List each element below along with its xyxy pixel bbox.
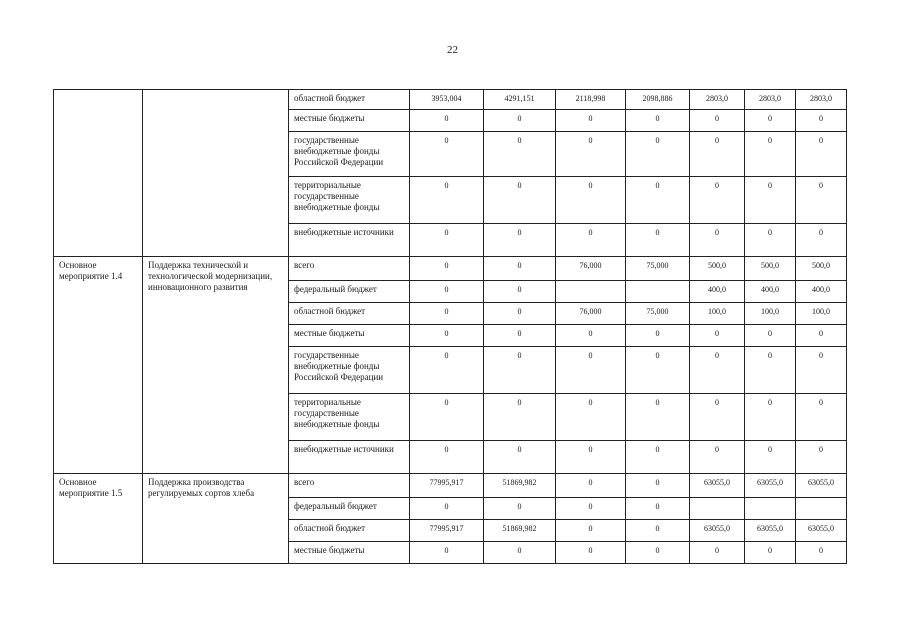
amount-cell: 0 [410,303,484,325]
amount-cell: 0 [626,474,690,498]
amount-cell: 0 [690,394,745,441]
amount-cell: 0 [484,177,556,224]
page-number: 22 [447,44,458,56]
amount-cell: 0 [745,325,796,347]
amount-cell: 0 [690,110,745,132]
amount-cell: 0 [484,394,556,441]
amount-cell: 0 [745,110,796,132]
amount-cell: 3953,004 [410,90,484,110]
funding-source-cell: государственные внебюджетные фонды Российской Федерации [289,347,410,394]
amount-cell [556,281,626,303]
amount-cell: 500,0 [796,257,847,281]
amount-cell: 0 [484,132,556,177]
amount-cell: 100,0 [690,303,745,325]
amount-cell: 0 [484,257,556,281]
funding-source-cell: государственные внебюджетные фонды Российской Федерации [289,132,410,177]
funding-source-cell: местные бюджеты [289,325,410,347]
amount-cell: 0 [745,132,796,177]
amount-cell: 0 [556,224,626,257]
amount-cell: 0 [410,257,484,281]
amount-cell: 0 [556,177,626,224]
amount-cell: 100,0 [745,303,796,325]
amount-cell: 77995,917 [410,520,484,542]
amount-cell: 0 [484,281,556,303]
amount-cell: 0 [796,542,847,564]
amount-cell: 0 [626,132,690,177]
budget-table-body [54,90,847,564]
amount-cell: 400,0 [796,281,847,303]
amount-cell: 63055,0 [690,474,745,498]
funding-source-cell: федеральный бюджет [289,498,410,520]
budget-table [53,89,847,564]
event-name-cell [54,90,143,257]
amount-cell: 0 [410,110,484,132]
event-name-cell: Основное мероприятие 1.4 [54,257,143,474]
amount-cell: 75,000 [626,257,690,281]
amount-cell: 0 [626,177,690,224]
amount-cell: 400,0 [690,281,745,303]
amount-cell: 0 [626,110,690,132]
amount-cell: 0 [745,224,796,257]
amount-cell: 63055,0 [796,474,847,498]
amount-cell: 0 [690,132,745,177]
amount-cell: 0 [690,347,745,394]
amount-cell: 0 [626,394,690,441]
amount-cell: 0 [484,303,556,325]
amount-cell: 0 [626,347,690,394]
amount-cell: 0 [690,224,745,257]
amount-cell: 0 [796,110,847,132]
funding-source-cell: территориальные государственные внебюджетные фонды [289,394,410,441]
amount-cell: 76,000 [556,257,626,281]
amount-cell: 0 [484,110,556,132]
amount-cell: 0 [556,325,626,347]
amount-cell [690,498,745,520]
amount-cell: 0 [690,441,745,474]
amount-cell: 0 [556,520,626,542]
amount-cell: 0 [626,498,690,520]
amount-cell: 0 [484,325,556,347]
amount-cell: 0 [410,498,484,520]
amount-cell: 51869,982 [484,520,556,542]
funding-source-cell: федеральный бюджет [289,281,410,303]
amount-cell: 63055,0 [745,520,796,542]
funding-source-cell: внебюджетные источники [289,441,410,474]
amount-cell: 2118,998 [556,90,626,110]
amount-cell: 76,000 [556,303,626,325]
amount-cell: 0 [484,224,556,257]
funding-source-cell: областной бюджет [289,520,410,542]
amount-cell: 0 [690,325,745,347]
amount-cell [626,281,690,303]
table-row [54,90,847,110]
amount-cell: 51869,982 [484,474,556,498]
amount-cell: 0 [484,542,556,564]
event-title-cell [143,90,289,257]
funding-source-cell: местные бюджеты [289,110,410,132]
amount-cell: 0 [796,177,847,224]
amount-cell: 0 [556,347,626,394]
event-title-cell: Поддержка технической и технологической модернизации, инновационного развития [143,257,289,474]
amount-cell: 0 [556,474,626,498]
amount-cell: 0 [484,347,556,394]
amount-cell: 0 [484,498,556,520]
amount-cell: 0 [410,281,484,303]
amount-cell: 0 [690,177,745,224]
amount-cell: 0 [626,325,690,347]
amount-cell: 0 [745,394,796,441]
event-title-cell: Поддержка производства регулируемых сортов хлеба [143,474,289,564]
amount-cell: 0 [410,441,484,474]
funding-source-cell: областной бюджет [289,303,410,325]
amount-cell: 77995,917 [410,474,484,498]
amount-cell: 0 [410,394,484,441]
funding-source-cell: всего [289,474,410,498]
amount-cell [745,498,796,520]
amount-cell: 0 [484,441,556,474]
amount-cell: 0 [796,132,847,177]
funding-source-cell: внебюджетные источники [289,224,410,257]
amount-cell: 0 [556,394,626,441]
amount-cell: 0 [745,441,796,474]
funding-source-cell: областной бюджет [289,90,410,110]
amount-cell: 0 [410,224,484,257]
table-row [54,474,847,498]
amount-cell: 2803,0 [796,90,847,110]
amount-cell: 0 [410,542,484,564]
amount-cell: 0 [556,132,626,177]
event-name-cell: Основное мероприятие 1.5 [54,474,143,564]
amount-cell: 0 [410,132,484,177]
amount-cell: 0 [796,441,847,474]
amount-cell: 0 [626,441,690,474]
amount-cell: 63055,0 [745,474,796,498]
amount-cell: 0 [796,325,847,347]
amount-cell: 500,0 [690,257,745,281]
amount-cell: 2098,886 [626,90,690,110]
funding-source-cell: территориальные государственные внебюджетные фонды [289,177,410,224]
amount-cell: 0 [796,347,847,394]
amount-cell: 2803,0 [745,90,796,110]
amount-cell: 0 [410,325,484,347]
amount-cell: 0 [556,441,626,474]
amount-cell: 0 [410,347,484,394]
amount-cell: 0 [745,177,796,224]
amount-cell: 0 [745,347,796,394]
amount-cell: 75,000 [626,303,690,325]
amount-cell: 0 [556,498,626,520]
amount-cell: 0 [745,542,796,564]
amount-cell: 100,0 [796,303,847,325]
amount-cell: 0 [626,224,690,257]
amount-cell: 63055,0 [796,520,847,542]
table-row [54,257,847,281]
amount-cell: 0 [626,520,690,542]
amount-cell: 0 [410,177,484,224]
amount-cell: 0 [796,224,847,257]
amount-cell: 0 [690,542,745,564]
funding-source-cell: местные бюджеты [289,542,410,564]
amount-cell: 400,0 [745,281,796,303]
amount-cell [796,498,847,520]
amount-cell: 0 [556,110,626,132]
amount-cell: 4291,151 [484,90,556,110]
funding-source-cell: всего [289,257,410,281]
amount-cell: 0 [626,542,690,564]
amount-cell: 2803,0 [690,90,745,110]
amount-cell: 0 [796,394,847,441]
amount-cell: 0 [556,542,626,564]
amount-cell: 500,0 [745,257,796,281]
amount-cell: 63055,0 [690,520,745,542]
